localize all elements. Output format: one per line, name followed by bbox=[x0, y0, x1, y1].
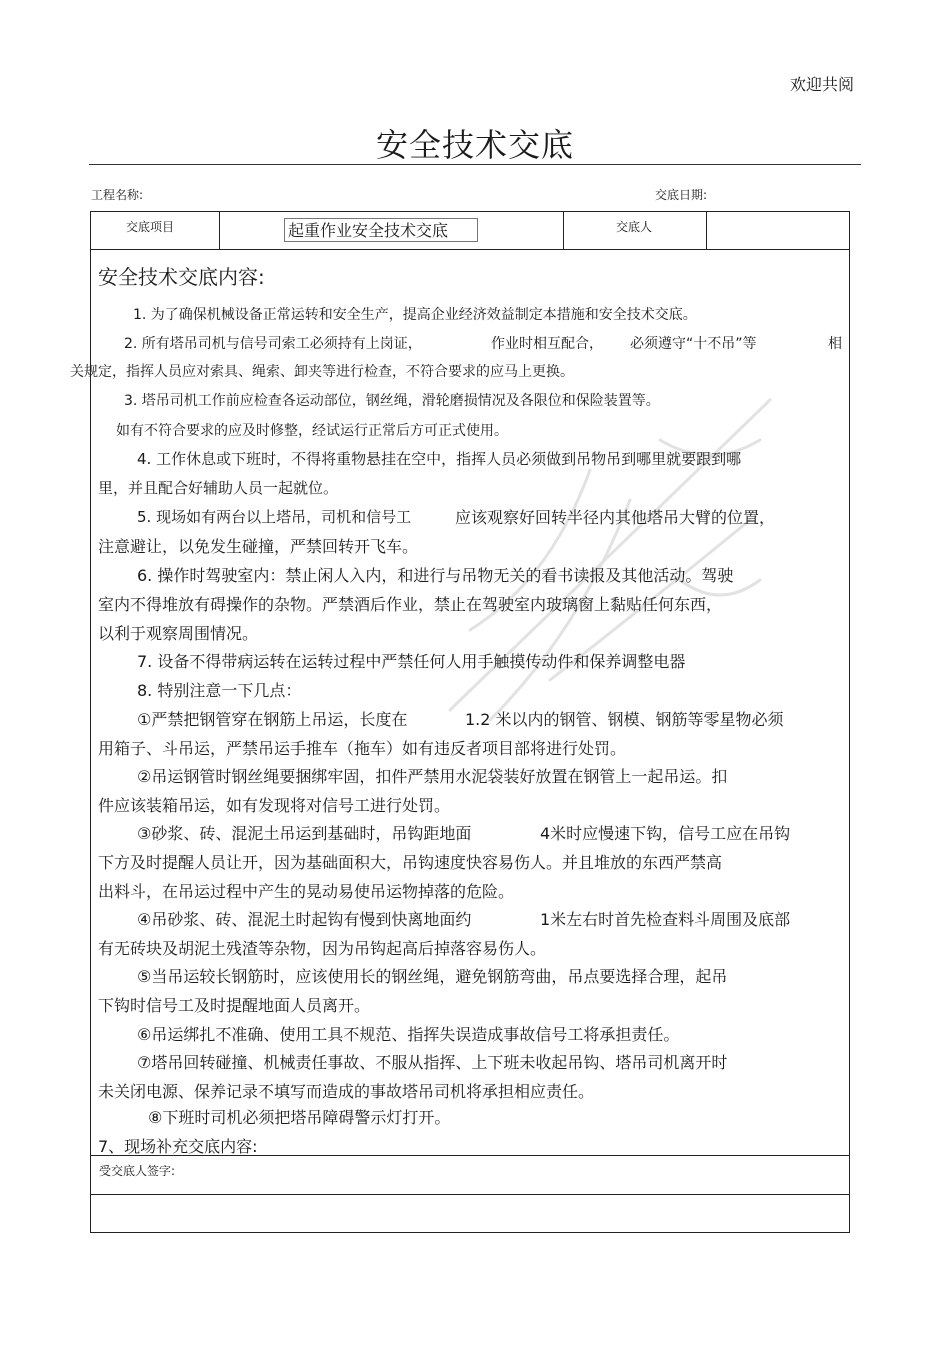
table-col-divider bbox=[706, 211, 707, 249]
person-label: 交底人 bbox=[616, 220, 653, 234]
content-line: 下方及时提醒人员让开，因为基础面积大，吊钩速度快容易伤人。并且堆放的东西严禁高 bbox=[98, 853, 723, 872]
content-line: ②吊运钢管时钢丝绳要捆绑牢固，扣件严禁用水泥袋装好放置在钢管上一起吊运。扣 bbox=[137, 767, 728, 786]
content-line: 如有不符合要求的应及时修整，经试运行正常后方可正式使用。 bbox=[116, 423, 508, 439]
content-line: ⑤当吊运较长钢筋时，应该使用长的钢丝绳，避免钢筋弯曲，吊点要选择合理，起吊 bbox=[137, 967, 728, 986]
content-line: 作业时相互配合， bbox=[491, 336, 603, 352]
content-line: 关规定，指挥人员应对索具、绳索、卸夹等进行检查，不符合要求的应马上更换。 bbox=[70, 364, 574, 380]
content-line: 下钩时信号工及时提醒地面人员离开。 bbox=[98, 996, 371, 1015]
content-line: 4米时应慢速下钩，信号工应在吊钩 bbox=[540, 824, 791, 843]
content-line: ⑧下班时司机必须把塔吊障碍警示灯打开。 bbox=[148, 1108, 451, 1127]
document-title: 安全技术交底 bbox=[375, 126, 574, 164]
content-line: ⑥吊运绑扎不准确、使用工具不规范、指挥失误造成事故信号工将承担责任。 bbox=[137, 1025, 680, 1044]
content-line: ⑦塔吊回转碰撞、机械责任事故、不服从指挥、上下班未收起吊钩、塔吊司机离开时 bbox=[137, 1053, 728, 1072]
content-line: 6. 操作时驾驶室内：禁止闲人入内，和进行与吊物无关的看书读报及其他活动。驾驶 bbox=[137, 566, 734, 585]
project-name-label: 工程名称: bbox=[91, 188, 144, 202]
content-line: 室内不得堆放有碍操作的杂物。严禁酒后作业，禁止在驾驶室内玻璃窗上黏贴任何东西， bbox=[98, 595, 723, 614]
item-label: 交底项目 bbox=[126, 220, 175, 234]
content-line: 4. 工作休息或下班时，不得将重物悬挂在空中，指挥人员必须做到吊物吊到哪里就要跟到哪 bbox=[137, 450, 742, 468]
content-line: 1. 为了确保机械设备正常运转和安全生产，提高企业经济效益制定本措施和安全技术交底。 bbox=[133, 307, 697, 323]
content-line: 8. 特别注意一下几点： bbox=[137, 681, 302, 700]
table-row-divider bbox=[90, 1194, 850, 1195]
content-line: 注意避让，以免发生碰撞，严禁回转开飞车。 bbox=[98, 537, 419, 556]
title-underline bbox=[89, 164, 861, 165]
content-line: 未关闭电源、保养记录不填写而造成的事故塔吊司机将承担相应责任。 bbox=[98, 1082, 595, 1101]
content-line: 1.2 米以内的钢管、钢模、钢筋等零星物必须 bbox=[465, 710, 784, 729]
content-line: ③砂浆、砖、混泥土吊运到基础时，吊钩距地面 bbox=[137, 824, 472, 843]
content-line: 2. 所有塔吊司机与信号司索工必须持有上岗证， bbox=[124, 336, 422, 352]
table-row-divider bbox=[90, 249, 850, 250]
content-line: 必须遵守“十不吊”等 bbox=[630, 336, 757, 352]
content-line: 件应该装箱吊运，如有发现将对信号工进行处罚。 bbox=[98, 796, 451, 815]
content-line: 以利于观察周围情况。 bbox=[98, 624, 259, 643]
content-line: 用箱子、斗吊运，严禁吊运手推车（拖车）如有违反者项目部将进行处罚。 bbox=[98, 739, 627, 758]
content-line: 有无砖块及胡泥土残渣等杂物，因为吊钩起高后掉落容易伤人。 bbox=[98, 939, 547, 958]
item-value: 起重作业安全技术交底 bbox=[284, 218, 478, 242]
header-note: 欢迎共阅 bbox=[789, 75, 854, 94]
table-col-divider bbox=[563, 211, 564, 249]
supplement-heading: 7、现场补充交底内容: bbox=[98, 1137, 258, 1156]
content-line: 应该观察好回转半径内其他塔吊大臂的位置， bbox=[455, 508, 776, 527]
content-line: 里，并且配合好辅助人员一起就位。 bbox=[98, 479, 339, 497]
content-line: 出料斗，在吊运过程中产生的晃动易使吊运物掉落的危险。 bbox=[98, 882, 515, 901]
content-line: 3. 塔吊司机工作前应检查各运动部位，钢丝绳，滑轮磨损情况及各限位和保险装置等。 bbox=[124, 393, 660, 409]
content-heading: 安全技术交底内容: bbox=[98, 265, 265, 289]
content-line: ①严禁把钢管穿在钢筋上吊运，长度在 bbox=[137, 710, 408, 729]
table-col-divider bbox=[219, 211, 220, 249]
content-line: ④吊砂浆、砖、混泥土时起钩有慢到快离地面约 bbox=[137, 910, 472, 929]
content-line: 5. 现场如有两台以上塔吊，司机和信号工 bbox=[137, 508, 412, 526]
date-label: 交底日期: bbox=[655, 188, 708, 202]
content-line: 相 bbox=[828, 336, 842, 352]
content-line: 7. 设备不得带病运转在运转过程中严禁任何人用手触摸传动件和保养调整电器 bbox=[137, 652, 686, 671]
signature-label: 受交底人签字: bbox=[99, 1164, 176, 1178]
content-line: 1米左右时首先检查料斗周围及底部 bbox=[540, 910, 791, 929]
